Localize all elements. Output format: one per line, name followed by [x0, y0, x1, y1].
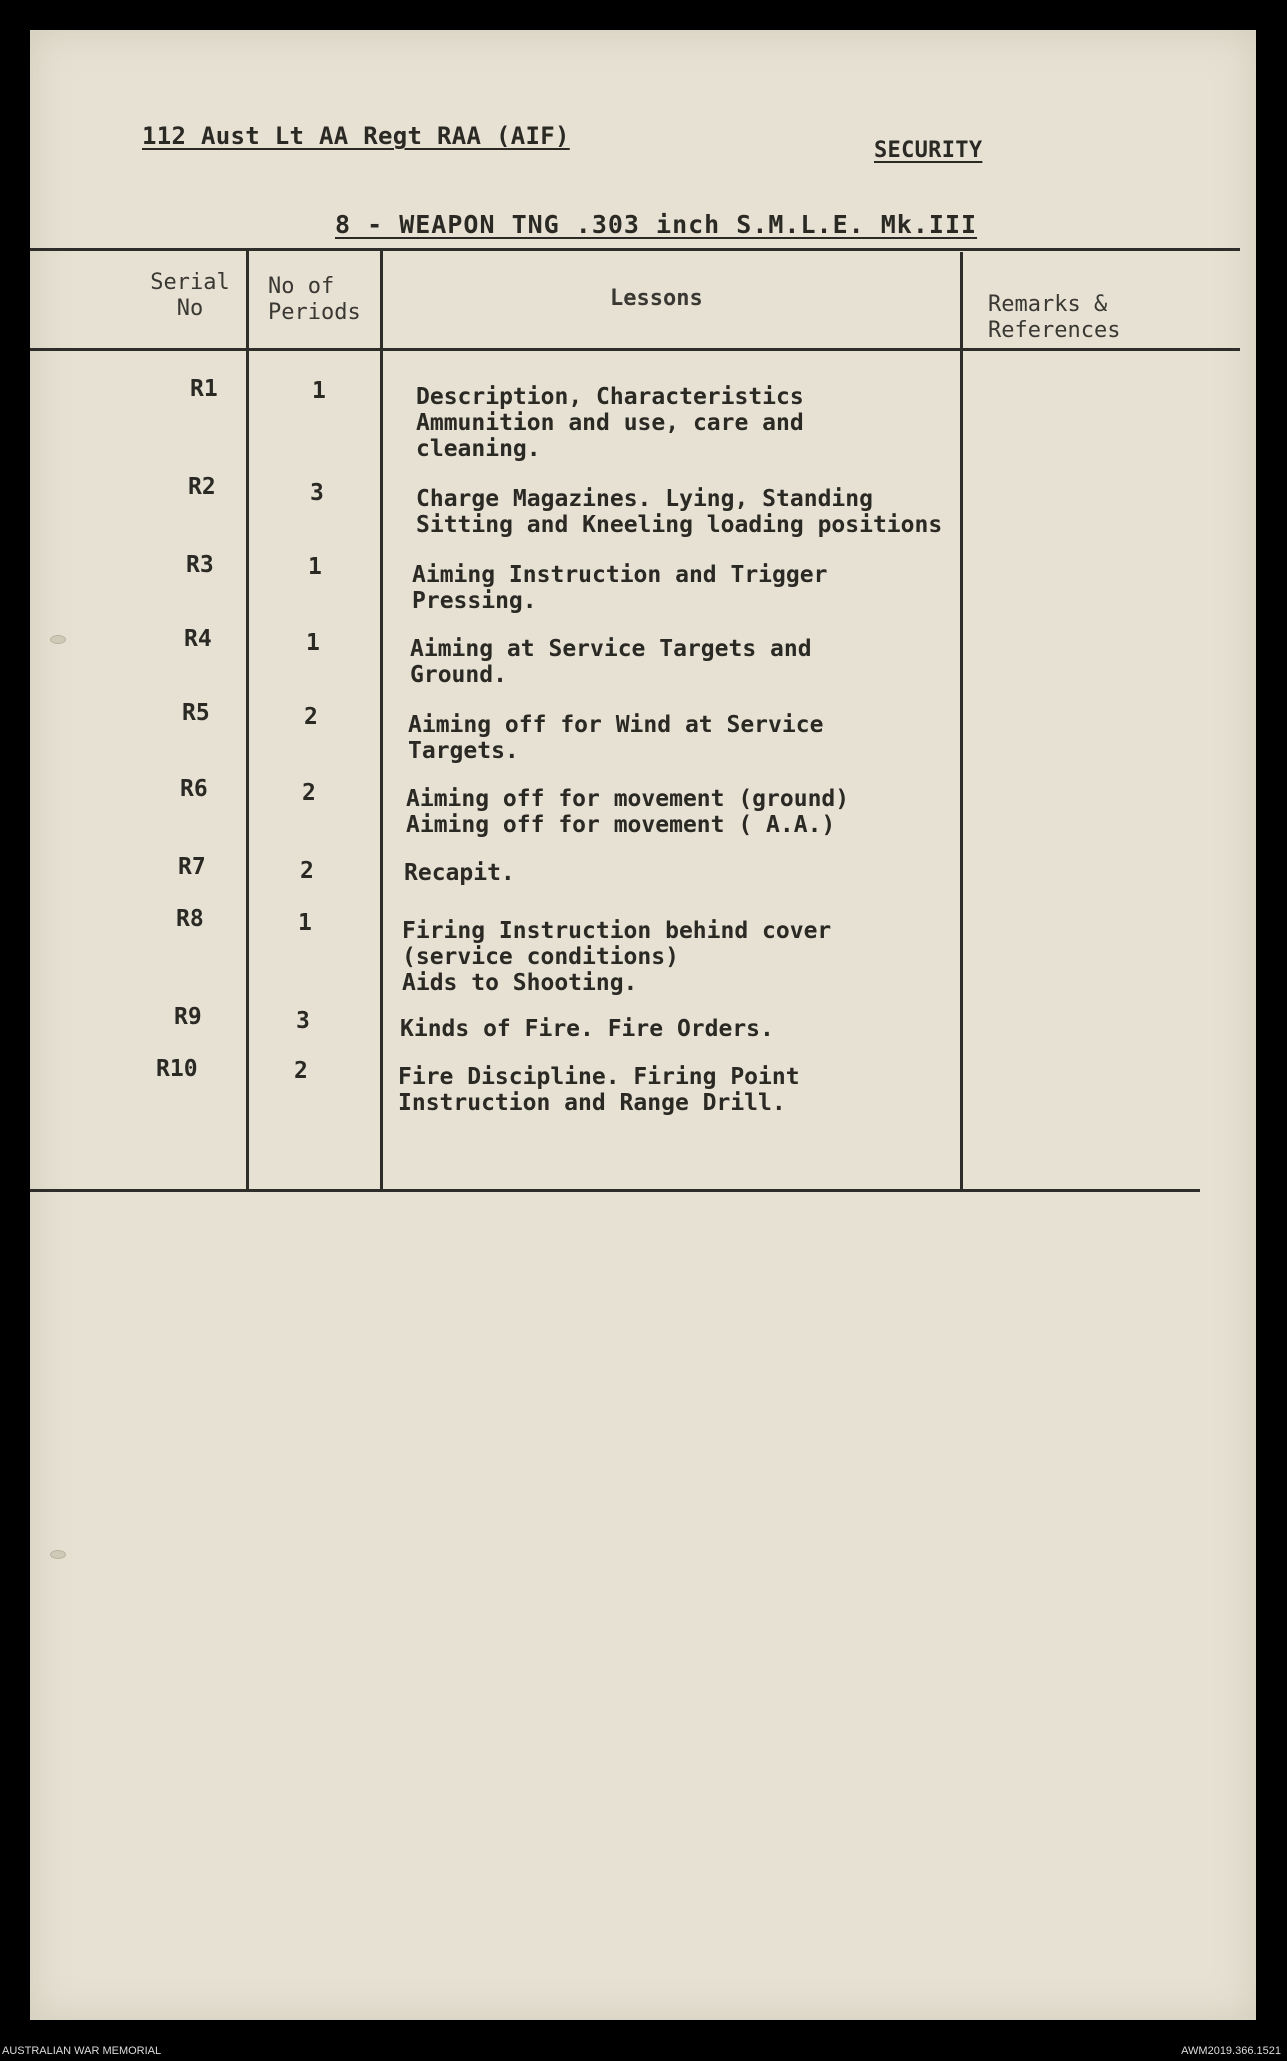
lesson-cell: Firing Instruction behind cover (service conditions) Aids to Shooting. — [402, 918, 832, 996]
lesson-cell: Description, Characteristics Ammunition and use, care and cleaning. — [416, 384, 804, 462]
archive-reference: AWM2019.366.1521 — [1181, 2045, 1281, 2057]
lesson-cell: Aiming off for Wind at Service Targets. — [408, 712, 824, 764]
serial-cell: R5 — [182, 700, 210, 726]
serial-cell: R8 — [176, 906, 204, 932]
lesson-cell: Fire Discipline. Firing Point Instruction and Range Drill. — [398, 1064, 800, 1116]
serial-cell: R7 — [178, 854, 206, 880]
lesson-cell: Aiming Instruction and Trigger Pressing. — [412, 562, 828, 614]
periods-cell: 2 — [302, 780, 316, 806]
serial-cell: R9 — [174, 1004, 202, 1030]
periods-cell: 2 — [294, 1058, 308, 1084]
document-page — [30, 30, 1256, 2020]
lesson-cell: Aiming at Service Targets and Ground. — [410, 636, 812, 688]
column-header-lessons: Lessons — [610, 286, 703, 311]
periods-cell: 1 — [298, 910, 312, 936]
lesson-cell: Recapit. — [404, 860, 515, 886]
column-header-periods: No of Periods — [268, 274, 361, 325]
unit-heading: 112 Aust Lt AA Regt RAA (AIF) — [142, 122, 570, 150]
document-title: 8 - WEAPON TNG .303 inch S.M.L.E. Mk.III — [335, 210, 978, 239]
security-classification: SECURITY — [874, 138, 983, 163]
serial-cell: R6 — [180, 776, 208, 802]
periods-cell: 1 — [306, 630, 320, 656]
punch-hole — [50, 635, 66, 644]
periods-cell: 1 — [312, 378, 326, 404]
column-header-remarks: Remarks & References — [988, 292, 1121, 343]
serial-cell: R2 — [188, 474, 216, 500]
periods-cell: 2 — [304, 704, 318, 730]
serial-cell: R1 — [190, 376, 218, 402]
lesson-cell: Kinds of Fire. Fire Orders. — [400, 1016, 774, 1042]
column-divider — [960, 252, 963, 1192]
periods-cell: 3 — [296, 1008, 310, 1034]
periods-cell: 2 — [300, 858, 314, 884]
column-divider — [380, 250, 383, 1192]
serial-cell: R3 — [186, 552, 214, 578]
archive-credit: AUSTRALIAN WAR MEMORIAL — [2, 2045, 162, 2057]
periods-cell: 3 — [310, 480, 324, 506]
lesson-cell: Aiming off for movement (ground) Aiming off for movement ( A.A.) — [406, 786, 850, 838]
serial-cell: R4 — [184, 626, 212, 652]
periods-cell: 1 — [308, 554, 322, 580]
table-bottom-rule — [30, 1189, 1200, 1192]
serial-cell: R10 — [156, 1056, 198, 1082]
punch-hole — [50, 1550, 66, 1559]
header-bottom-rule — [30, 348, 1240, 351]
column-divider — [246, 248, 249, 1192]
table-top-rule — [30, 248, 1240, 251]
column-header-serial: Serial No — [150, 270, 230, 321]
lesson-cell: Charge Magazines. Lying, Standing Sitting and Kneeling loading positions — [416, 486, 943, 538]
